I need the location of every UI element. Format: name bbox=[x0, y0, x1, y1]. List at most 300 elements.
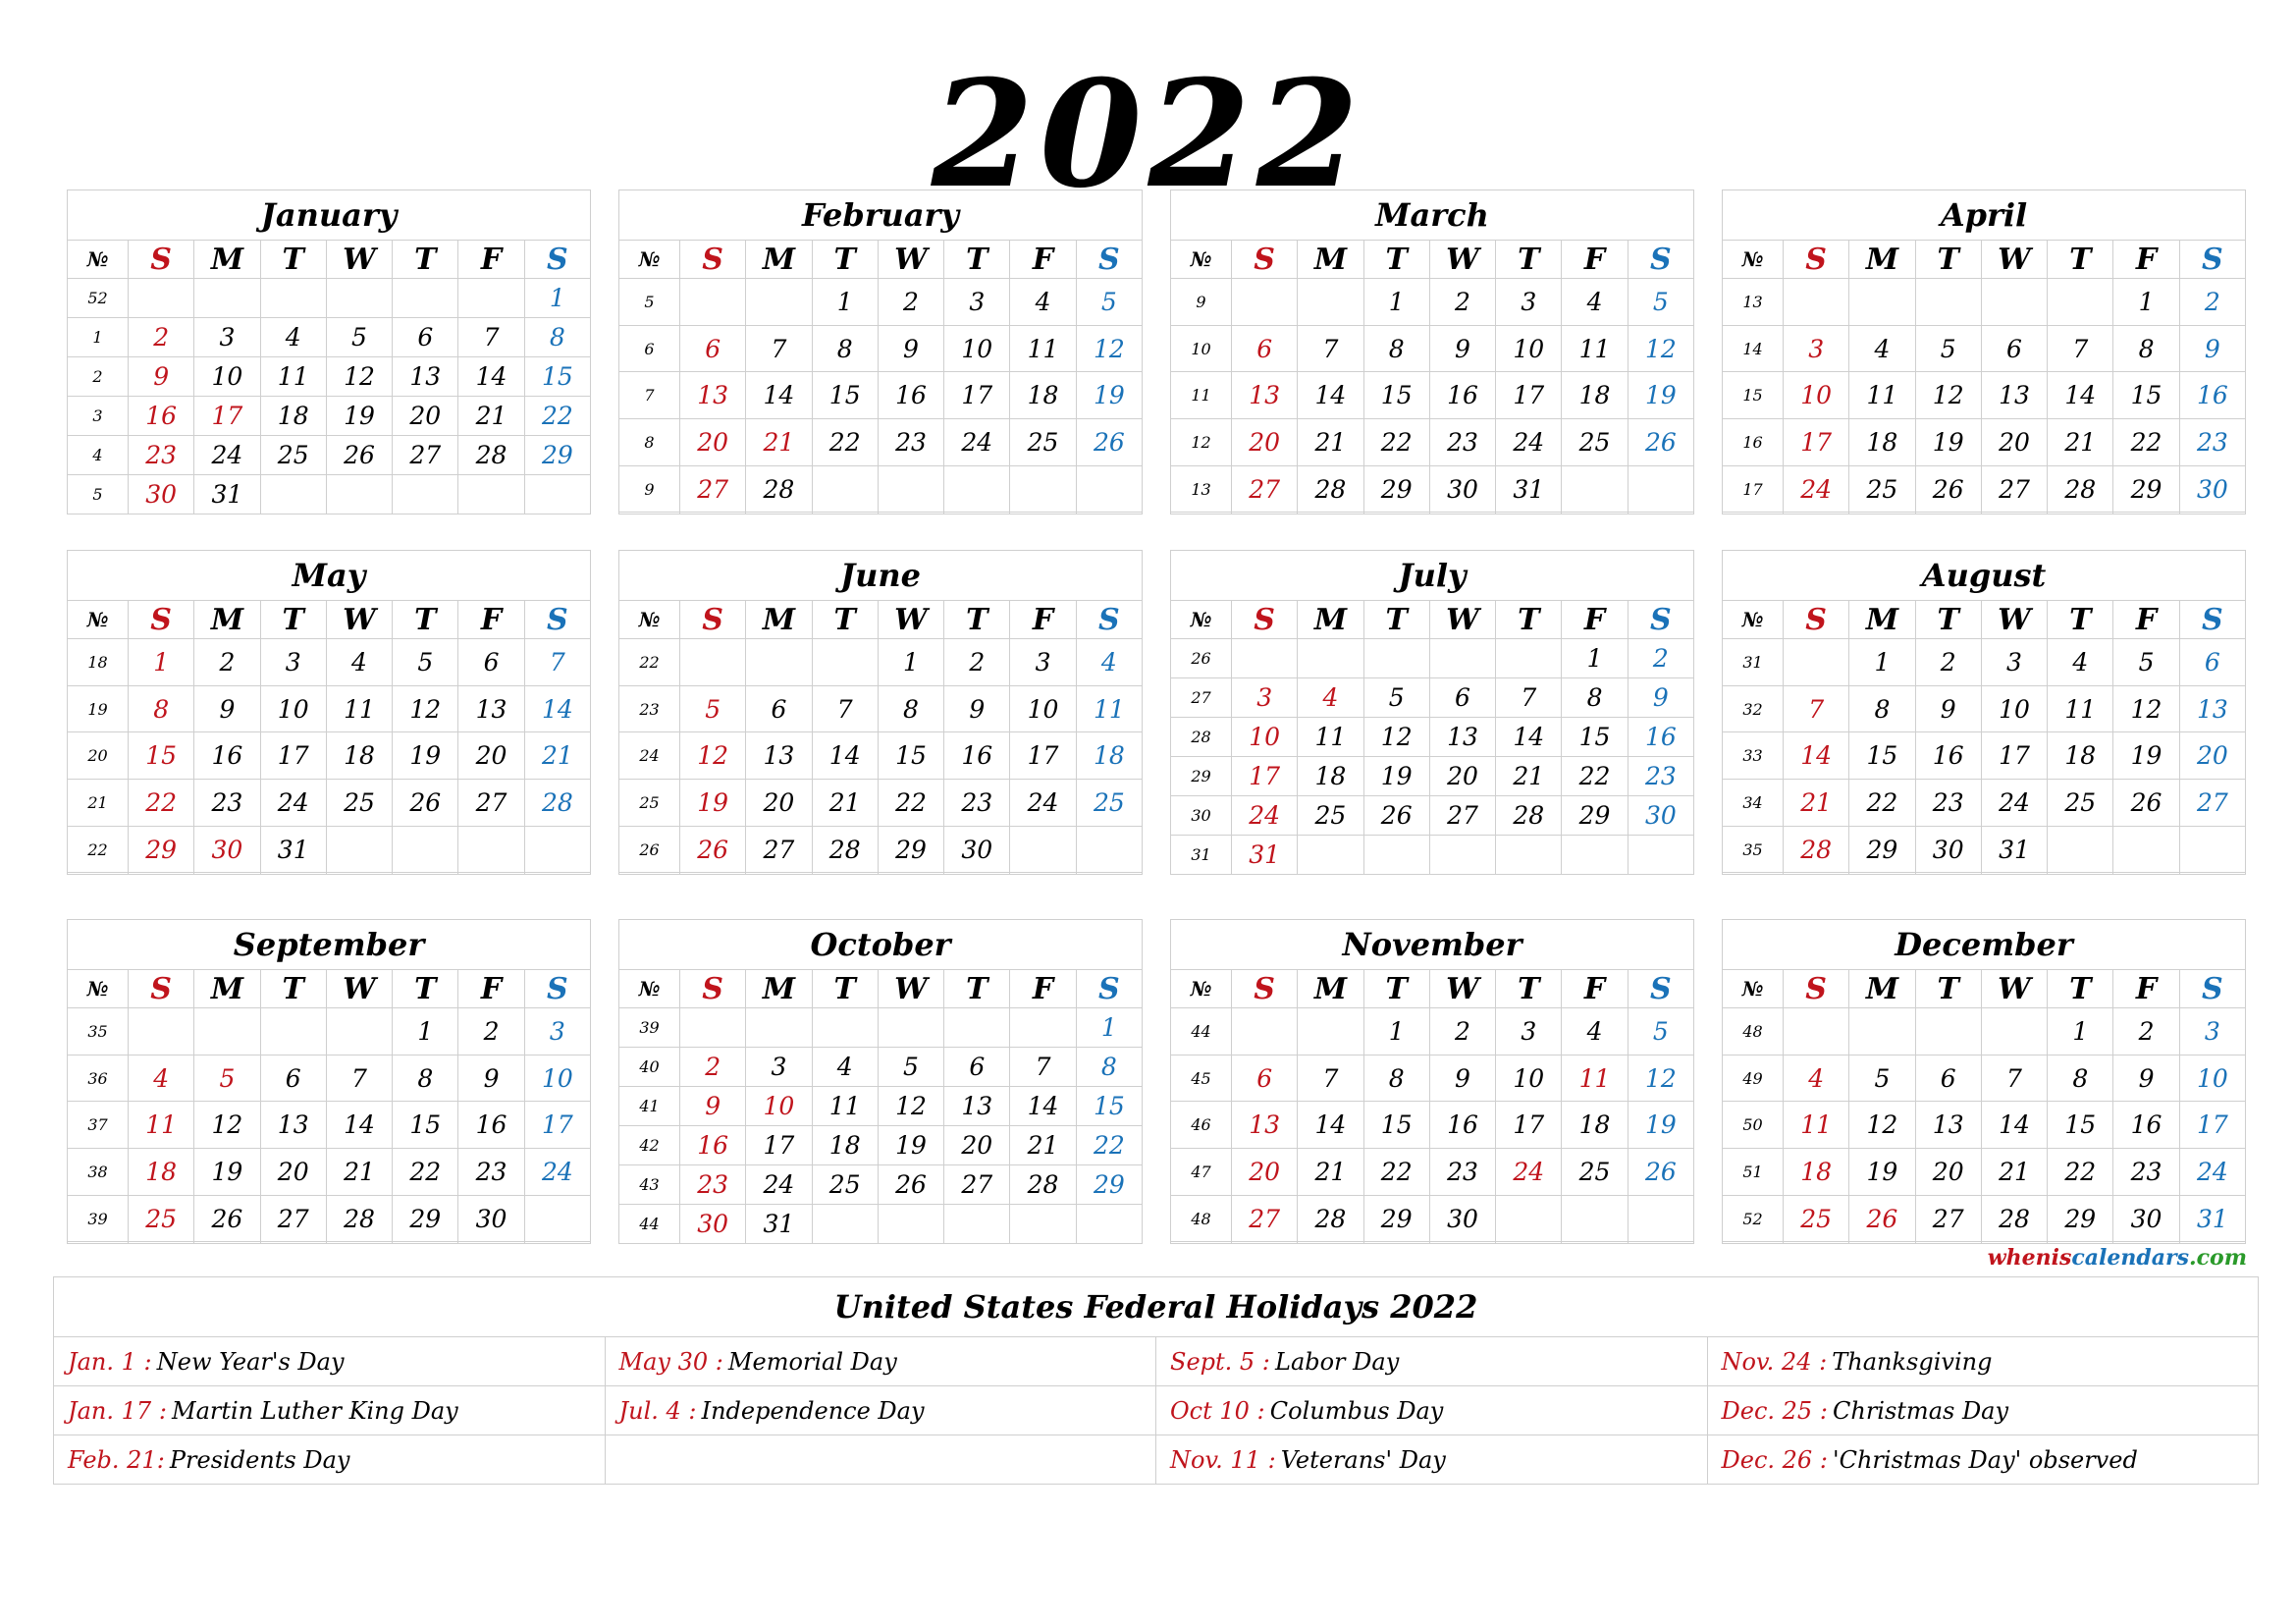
week-number: 31 bbox=[1171, 836, 1232, 875]
day-cell bbox=[680, 639, 746, 686]
weekday-header: T bbox=[944, 241, 1010, 279]
weekday-header: F bbox=[1562, 241, 1628, 279]
day-cell: 14 bbox=[1981, 1102, 2047, 1149]
day-cell bbox=[1232, 1242, 1298, 1244]
holiday-name: Presidents Day bbox=[169, 1445, 350, 1474]
holiday-cell bbox=[54, 1386, 606, 1435]
day-cell: 9 bbox=[2113, 1055, 2179, 1102]
day-cell bbox=[1915, 1008, 1981, 1056]
day-cell: 6 bbox=[944, 1048, 1010, 1087]
day-cell bbox=[1628, 1195, 1693, 1242]
day-cell: 25 bbox=[1076, 780, 1142, 827]
day-cell bbox=[1298, 639, 1363, 678]
day-cell: 12 bbox=[1363, 718, 1429, 757]
day-cell: 21 bbox=[524, 732, 590, 780]
month-may bbox=[67, 550, 591, 875]
weekday-header: S bbox=[1232, 241, 1298, 279]
day-cell: 5 bbox=[194, 1055, 260, 1102]
site-credit[interactable] bbox=[1988, 1245, 2247, 1271]
day-cell: 1 bbox=[393, 1008, 458, 1056]
day-cell bbox=[1849, 279, 1915, 326]
weekday-header: S bbox=[524, 970, 590, 1008]
week-number: 43 bbox=[619, 1165, 680, 1205]
day-cell bbox=[1232, 279, 1298, 326]
day-cell: 18 bbox=[1010, 372, 1076, 419]
week-number: 21 bbox=[68, 780, 129, 827]
holiday-name: 'Christmas Day' observed bbox=[1833, 1445, 2138, 1474]
weekday-header: W bbox=[1981, 970, 2047, 1008]
month-november bbox=[1170, 919, 1694, 1244]
day-cell bbox=[812, 639, 878, 686]
day-cell: 11 bbox=[129, 1102, 194, 1149]
month-name: August bbox=[1723, 551, 2246, 601]
day-cell bbox=[1363, 639, 1429, 678]
weekday-header: T bbox=[1496, 970, 1562, 1008]
day-cell bbox=[1232, 639, 1298, 678]
month-august bbox=[1722, 550, 2246, 875]
day-cell: 18 bbox=[1298, 757, 1363, 796]
week-number-header: № bbox=[1171, 970, 1232, 1008]
day-cell: 20 bbox=[680, 419, 746, 466]
week-number bbox=[1723, 513, 1784, 514]
day-cell bbox=[944, 513, 1010, 514]
day-cell: 1 bbox=[1363, 1008, 1429, 1056]
year-title: 2022 bbox=[931, 48, 1365, 221]
holiday-cell bbox=[605, 1435, 1156, 1485]
day-cell: 20 bbox=[458, 732, 524, 780]
day-cell bbox=[129, 1008, 194, 1056]
day-cell bbox=[1298, 1242, 1363, 1244]
day-cell: 5 bbox=[1915, 325, 1981, 372]
day-cell bbox=[1076, 513, 1142, 514]
day-cell: 25 bbox=[129, 1195, 194, 1242]
month-october bbox=[618, 919, 1143, 1244]
day-cell bbox=[194, 1242, 260, 1244]
week-number: 13 bbox=[1171, 465, 1232, 513]
holiday-cell bbox=[1156, 1337, 1708, 1386]
week-number: 9 bbox=[1171, 279, 1232, 326]
day-cell: 19 bbox=[1849, 1149, 1915, 1196]
day-cell: 20 bbox=[2179, 732, 2245, 780]
weekday-header: F bbox=[1562, 601, 1628, 639]
day-cell: 30 bbox=[2179, 465, 2245, 513]
month-name: February bbox=[619, 190, 1143, 241]
day-cell: 23 bbox=[2113, 1149, 2179, 1196]
month-april bbox=[1722, 189, 2246, 514]
weekday-header: M bbox=[194, 241, 260, 279]
day-cell bbox=[1496, 1195, 1562, 1242]
week-number: 50 bbox=[1723, 1102, 1784, 1149]
day-cell: 16 bbox=[1429, 1102, 1495, 1149]
weekday-header: S bbox=[2179, 601, 2245, 639]
holidays-title: United States Federal Holidays 2022 bbox=[54, 1277, 2259, 1337]
day-cell: 7 bbox=[1496, 678, 1562, 718]
day-cell: 20 bbox=[1915, 1149, 1981, 1196]
day-cell: 27 bbox=[1232, 465, 1298, 513]
day-cell bbox=[680, 513, 746, 514]
day-cell: 3 bbox=[1496, 279, 1562, 326]
day-cell: 6 bbox=[458, 639, 524, 686]
day-cell bbox=[1628, 836, 1693, 875]
day-cell: 17 bbox=[1496, 372, 1562, 419]
day-cell: 22 bbox=[1076, 1126, 1142, 1165]
day-cell: 2 bbox=[1628, 639, 1693, 678]
weekday-header: F bbox=[1010, 601, 1076, 639]
week-number: 44 bbox=[619, 1205, 680, 1244]
day-cell bbox=[1849, 873, 1915, 875]
day-cell bbox=[2048, 279, 2113, 326]
day-cell bbox=[1010, 1008, 1076, 1048]
day-cell: 3 bbox=[1784, 325, 1849, 372]
day-cell: 26 bbox=[878, 1165, 943, 1205]
month-name: December bbox=[1723, 920, 2246, 970]
day-cell: 28 bbox=[2048, 465, 2113, 513]
week-number: 44 bbox=[1171, 1008, 1232, 1056]
credit-part-3: .com bbox=[2188, 1245, 2247, 1271]
day-cell: 28 bbox=[458, 436, 524, 475]
day-cell bbox=[1562, 465, 1628, 513]
day-cell: 15 bbox=[524, 357, 590, 397]
day-cell: 16 bbox=[1429, 372, 1495, 419]
day-cell: 18 bbox=[326, 732, 392, 780]
day-cell: 8 bbox=[393, 1055, 458, 1102]
day-cell: 9 bbox=[1628, 678, 1693, 718]
day-cell bbox=[2113, 873, 2179, 875]
day-cell: 5 bbox=[1628, 1008, 1693, 1056]
day-cell bbox=[1429, 639, 1495, 678]
day-cell: 11 bbox=[260, 357, 326, 397]
day-cell bbox=[326, 1008, 392, 1056]
day-cell: 8 bbox=[2048, 1055, 2113, 1102]
day-cell bbox=[1496, 1242, 1562, 1244]
day-cell bbox=[1915, 873, 1981, 875]
day-cell: 15 bbox=[2048, 1102, 2113, 1149]
day-cell bbox=[1915, 1242, 1981, 1244]
weekday-header: S bbox=[1076, 601, 1142, 639]
day-cell bbox=[2113, 513, 2179, 514]
day-cell: 22 bbox=[1849, 780, 1915, 827]
week-number: 46 bbox=[1171, 1102, 1232, 1149]
week-number: 2 bbox=[68, 357, 129, 397]
day-cell: 27 bbox=[1981, 465, 2047, 513]
day-cell: 4 bbox=[1076, 639, 1142, 686]
day-cell: 19 bbox=[680, 780, 746, 827]
month-name: September bbox=[68, 920, 591, 970]
weekday-header: S bbox=[129, 601, 194, 639]
day-cell: 9 bbox=[680, 1087, 746, 1126]
weekday-header: T bbox=[260, 601, 326, 639]
day-cell: 13 bbox=[2179, 685, 2245, 732]
day-cell bbox=[393, 826, 458, 873]
day-cell: 6 bbox=[1232, 325, 1298, 372]
day-cell bbox=[458, 873, 524, 875]
weekday-header: T bbox=[944, 601, 1010, 639]
day-cell: 27 bbox=[458, 780, 524, 827]
week-number: 20 bbox=[68, 732, 129, 780]
day-cell bbox=[326, 873, 392, 875]
weekday-header: S bbox=[1076, 970, 1142, 1008]
day-cell: 9 bbox=[1429, 325, 1495, 372]
day-cell bbox=[260, 279, 326, 318]
day-cell: 22 bbox=[129, 780, 194, 827]
day-cell: 9 bbox=[1429, 1055, 1495, 1102]
day-cell: 1 bbox=[524, 279, 590, 318]
day-cell bbox=[458, 1242, 524, 1244]
day-cell: 24 bbox=[1496, 1149, 1562, 1196]
day-cell: 13 bbox=[458, 685, 524, 732]
day-cell: 10 bbox=[1496, 325, 1562, 372]
day-cell: 29 bbox=[524, 436, 590, 475]
day-cell: 8 bbox=[812, 325, 878, 372]
day-cell: 2 bbox=[194, 639, 260, 686]
day-cell: 22 bbox=[2113, 419, 2179, 466]
day-cell: 14 bbox=[1784, 732, 1849, 780]
day-cell: 30 bbox=[129, 475, 194, 514]
holiday-cell bbox=[1707, 1435, 2259, 1485]
day-cell: 12 bbox=[393, 685, 458, 732]
day-cell: 17 bbox=[1010, 732, 1076, 780]
day-cell: 17 bbox=[1232, 757, 1298, 796]
week-number bbox=[1723, 873, 1784, 875]
week-number: 32 bbox=[1723, 685, 1784, 732]
week-number: 37 bbox=[68, 1102, 129, 1149]
month-name: November bbox=[1171, 920, 1694, 970]
day-cell: 2 bbox=[1915, 639, 1981, 686]
week-number-header: № bbox=[1723, 241, 1784, 279]
day-cell: 14 bbox=[458, 357, 524, 397]
weekday-header: W bbox=[878, 241, 943, 279]
day-cell bbox=[1915, 279, 1981, 326]
week-number: 45 bbox=[1171, 1055, 1232, 1102]
day-cell: 20 bbox=[1232, 419, 1298, 466]
weekday-header: T bbox=[812, 970, 878, 1008]
day-cell bbox=[1784, 639, 1849, 686]
day-cell bbox=[1496, 639, 1562, 678]
day-cell: 18 bbox=[812, 1126, 878, 1165]
day-cell: 24 bbox=[524, 1149, 590, 1196]
holiday-name: Thanksgiving bbox=[1832, 1347, 1993, 1376]
day-cell: 16 bbox=[2113, 1102, 2179, 1149]
day-cell: 17 bbox=[260, 732, 326, 780]
weekday-header: W bbox=[1981, 241, 2047, 279]
day-cell: 24 bbox=[260, 780, 326, 827]
day-cell: 30 bbox=[1915, 826, 1981, 873]
day-cell bbox=[944, 873, 1010, 875]
day-cell: 29 bbox=[2048, 1195, 2113, 1242]
day-cell: 13 bbox=[393, 357, 458, 397]
day-cell bbox=[1981, 279, 2047, 326]
day-cell: 14 bbox=[812, 732, 878, 780]
weekday-header: S bbox=[1628, 601, 1693, 639]
holiday-cell bbox=[1707, 1386, 2259, 1435]
weekday-header: F bbox=[1010, 241, 1076, 279]
day-cell: 5 bbox=[1849, 1055, 1915, 1102]
day-cell: 9 bbox=[944, 685, 1010, 732]
holiday-date: Dec. 26 : bbox=[1721, 1445, 1828, 1474]
weekday-header: M bbox=[1298, 601, 1363, 639]
day-cell: 19 bbox=[194, 1149, 260, 1196]
holiday-name: Veterans' Day bbox=[1280, 1445, 1446, 1474]
week-number: 1 bbox=[68, 318, 129, 357]
week-number: 29 bbox=[1171, 757, 1232, 796]
day-cell: 21 bbox=[326, 1149, 392, 1196]
weekday-header: T bbox=[1363, 970, 1429, 1008]
weekday-header: W bbox=[326, 970, 392, 1008]
day-cell: 10 bbox=[1784, 372, 1849, 419]
day-cell bbox=[944, 465, 1010, 513]
day-cell bbox=[1010, 1205, 1076, 1244]
day-cell: 30 bbox=[194, 826, 260, 873]
day-cell: 15 bbox=[878, 732, 943, 780]
day-cell bbox=[1010, 513, 1076, 514]
day-cell bbox=[1076, 465, 1142, 513]
weekday-header: T bbox=[393, 601, 458, 639]
day-cell: 20 bbox=[944, 1126, 1010, 1165]
day-cell bbox=[1562, 1242, 1628, 1244]
day-cell: 24 bbox=[944, 419, 1010, 466]
week-number: 35 bbox=[1723, 826, 1784, 873]
day-cell: 29 bbox=[1562, 796, 1628, 836]
day-cell: 25 bbox=[812, 1165, 878, 1205]
holiday-cell bbox=[605, 1386, 1156, 1435]
day-cell: 10 bbox=[1010, 685, 1076, 732]
day-cell bbox=[458, 279, 524, 318]
day-cell: 14 bbox=[1298, 372, 1363, 419]
day-cell bbox=[746, 1008, 812, 1048]
day-cell: 15 bbox=[1562, 718, 1628, 757]
week-number: 48 bbox=[1723, 1008, 1784, 1056]
month-february bbox=[618, 189, 1143, 514]
day-cell: 6 bbox=[393, 318, 458, 357]
weekday-header: T bbox=[1915, 241, 1981, 279]
day-cell: 14 bbox=[1010, 1087, 1076, 1126]
day-cell bbox=[1363, 836, 1429, 875]
day-cell bbox=[194, 1008, 260, 1056]
day-cell: 26 bbox=[1363, 796, 1429, 836]
day-cell: 8 bbox=[1849, 685, 1915, 732]
day-cell: 28 bbox=[1784, 826, 1849, 873]
day-cell: 8 bbox=[878, 685, 943, 732]
weekday-header: F bbox=[2113, 970, 2179, 1008]
day-cell: 11 bbox=[1076, 685, 1142, 732]
weekday-header: S bbox=[680, 601, 746, 639]
holiday-date: Oct 10 : bbox=[1170, 1396, 1265, 1425]
day-cell: 10 bbox=[944, 325, 1010, 372]
weekday-header: W bbox=[1429, 241, 1495, 279]
day-cell: 8 bbox=[1076, 1048, 1142, 1087]
day-cell: 3 bbox=[746, 1048, 812, 1087]
day-cell: 18 bbox=[1562, 372, 1628, 419]
day-cell bbox=[129, 279, 194, 318]
day-cell: 19 bbox=[393, 732, 458, 780]
week-number: 19 bbox=[68, 685, 129, 732]
day-cell bbox=[1298, 1008, 1363, 1056]
weekday-header: M bbox=[194, 601, 260, 639]
day-cell bbox=[1232, 1008, 1298, 1056]
day-cell: 21 bbox=[746, 419, 812, 466]
weekday-header: S bbox=[1628, 970, 1693, 1008]
holiday-name: Memorial Day bbox=[727, 1347, 897, 1376]
day-cell: 30 bbox=[944, 826, 1010, 873]
week-number bbox=[1723, 1242, 1784, 1244]
weekday-header: W bbox=[878, 970, 943, 1008]
day-cell: 8 bbox=[1363, 325, 1429, 372]
day-cell: 16 bbox=[1628, 718, 1693, 757]
week-number: 8 bbox=[619, 419, 680, 466]
weekday-header: S bbox=[1784, 970, 1849, 1008]
weekday-header: T bbox=[2048, 970, 2113, 1008]
day-cell: 3 bbox=[2179, 1008, 2245, 1056]
day-cell: 31 bbox=[260, 826, 326, 873]
holiday-date: Jul. 4 : bbox=[618, 1396, 697, 1425]
weekday-header: F bbox=[2113, 601, 2179, 639]
day-cell: 23 bbox=[194, 780, 260, 827]
day-cell: 3 bbox=[194, 318, 260, 357]
day-cell: 1 bbox=[129, 639, 194, 686]
day-cell bbox=[1232, 513, 1298, 514]
month-december bbox=[1722, 919, 2246, 1244]
day-cell: 18 bbox=[260, 397, 326, 436]
day-cell bbox=[1981, 873, 2047, 875]
day-cell: 11 bbox=[1784, 1102, 1849, 1149]
day-cell: 18 bbox=[1849, 419, 1915, 466]
day-cell: 4 bbox=[1784, 1055, 1849, 1102]
day-cell bbox=[680, 279, 746, 326]
day-cell: 16 bbox=[458, 1102, 524, 1149]
day-cell: 25 bbox=[1010, 419, 1076, 466]
day-cell: 9 bbox=[194, 685, 260, 732]
day-cell: 18 bbox=[2048, 732, 2113, 780]
day-cell: 25 bbox=[1849, 465, 1915, 513]
day-cell: 4 bbox=[2048, 639, 2113, 686]
week-number: 47 bbox=[1171, 1149, 1232, 1196]
weekday-header: T bbox=[260, 970, 326, 1008]
day-cell: 28 bbox=[326, 1195, 392, 1242]
day-cell bbox=[680, 873, 746, 875]
day-cell: 19 bbox=[326, 397, 392, 436]
week-number: 49 bbox=[1723, 1055, 1784, 1102]
day-cell: 16 bbox=[129, 397, 194, 436]
day-cell bbox=[2179, 826, 2245, 873]
day-cell: 4 bbox=[260, 318, 326, 357]
weekday-header: S bbox=[1628, 241, 1693, 279]
day-cell: 2 bbox=[1429, 1008, 1495, 1056]
day-cell: 19 bbox=[878, 1126, 943, 1165]
day-cell bbox=[1076, 826, 1142, 873]
day-cell: 3 bbox=[1010, 639, 1076, 686]
day-cell: 7 bbox=[746, 325, 812, 372]
week-number: 34 bbox=[1723, 780, 1784, 827]
day-cell: 22 bbox=[1363, 419, 1429, 466]
weekday-header: T bbox=[260, 241, 326, 279]
weekday-header: T bbox=[2048, 241, 2113, 279]
day-cell: 27 bbox=[680, 465, 746, 513]
holiday-date: Nov. 11 : bbox=[1170, 1445, 1276, 1474]
day-cell: 10 bbox=[1981, 685, 2047, 732]
day-cell bbox=[1429, 1242, 1495, 1244]
weekday-header: F bbox=[458, 970, 524, 1008]
weekday-header: M bbox=[746, 241, 812, 279]
day-cell: 8 bbox=[524, 318, 590, 357]
day-cell: 6 bbox=[1429, 678, 1495, 718]
day-cell bbox=[524, 1242, 590, 1244]
day-cell: 24 bbox=[1010, 780, 1076, 827]
day-cell: 4 bbox=[1562, 1008, 1628, 1056]
day-cell: 13 bbox=[260, 1102, 326, 1149]
week-number: 39 bbox=[619, 1008, 680, 1048]
week-number: 16 bbox=[1723, 419, 1784, 466]
day-cell bbox=[1010, 826, 1076, 873]
